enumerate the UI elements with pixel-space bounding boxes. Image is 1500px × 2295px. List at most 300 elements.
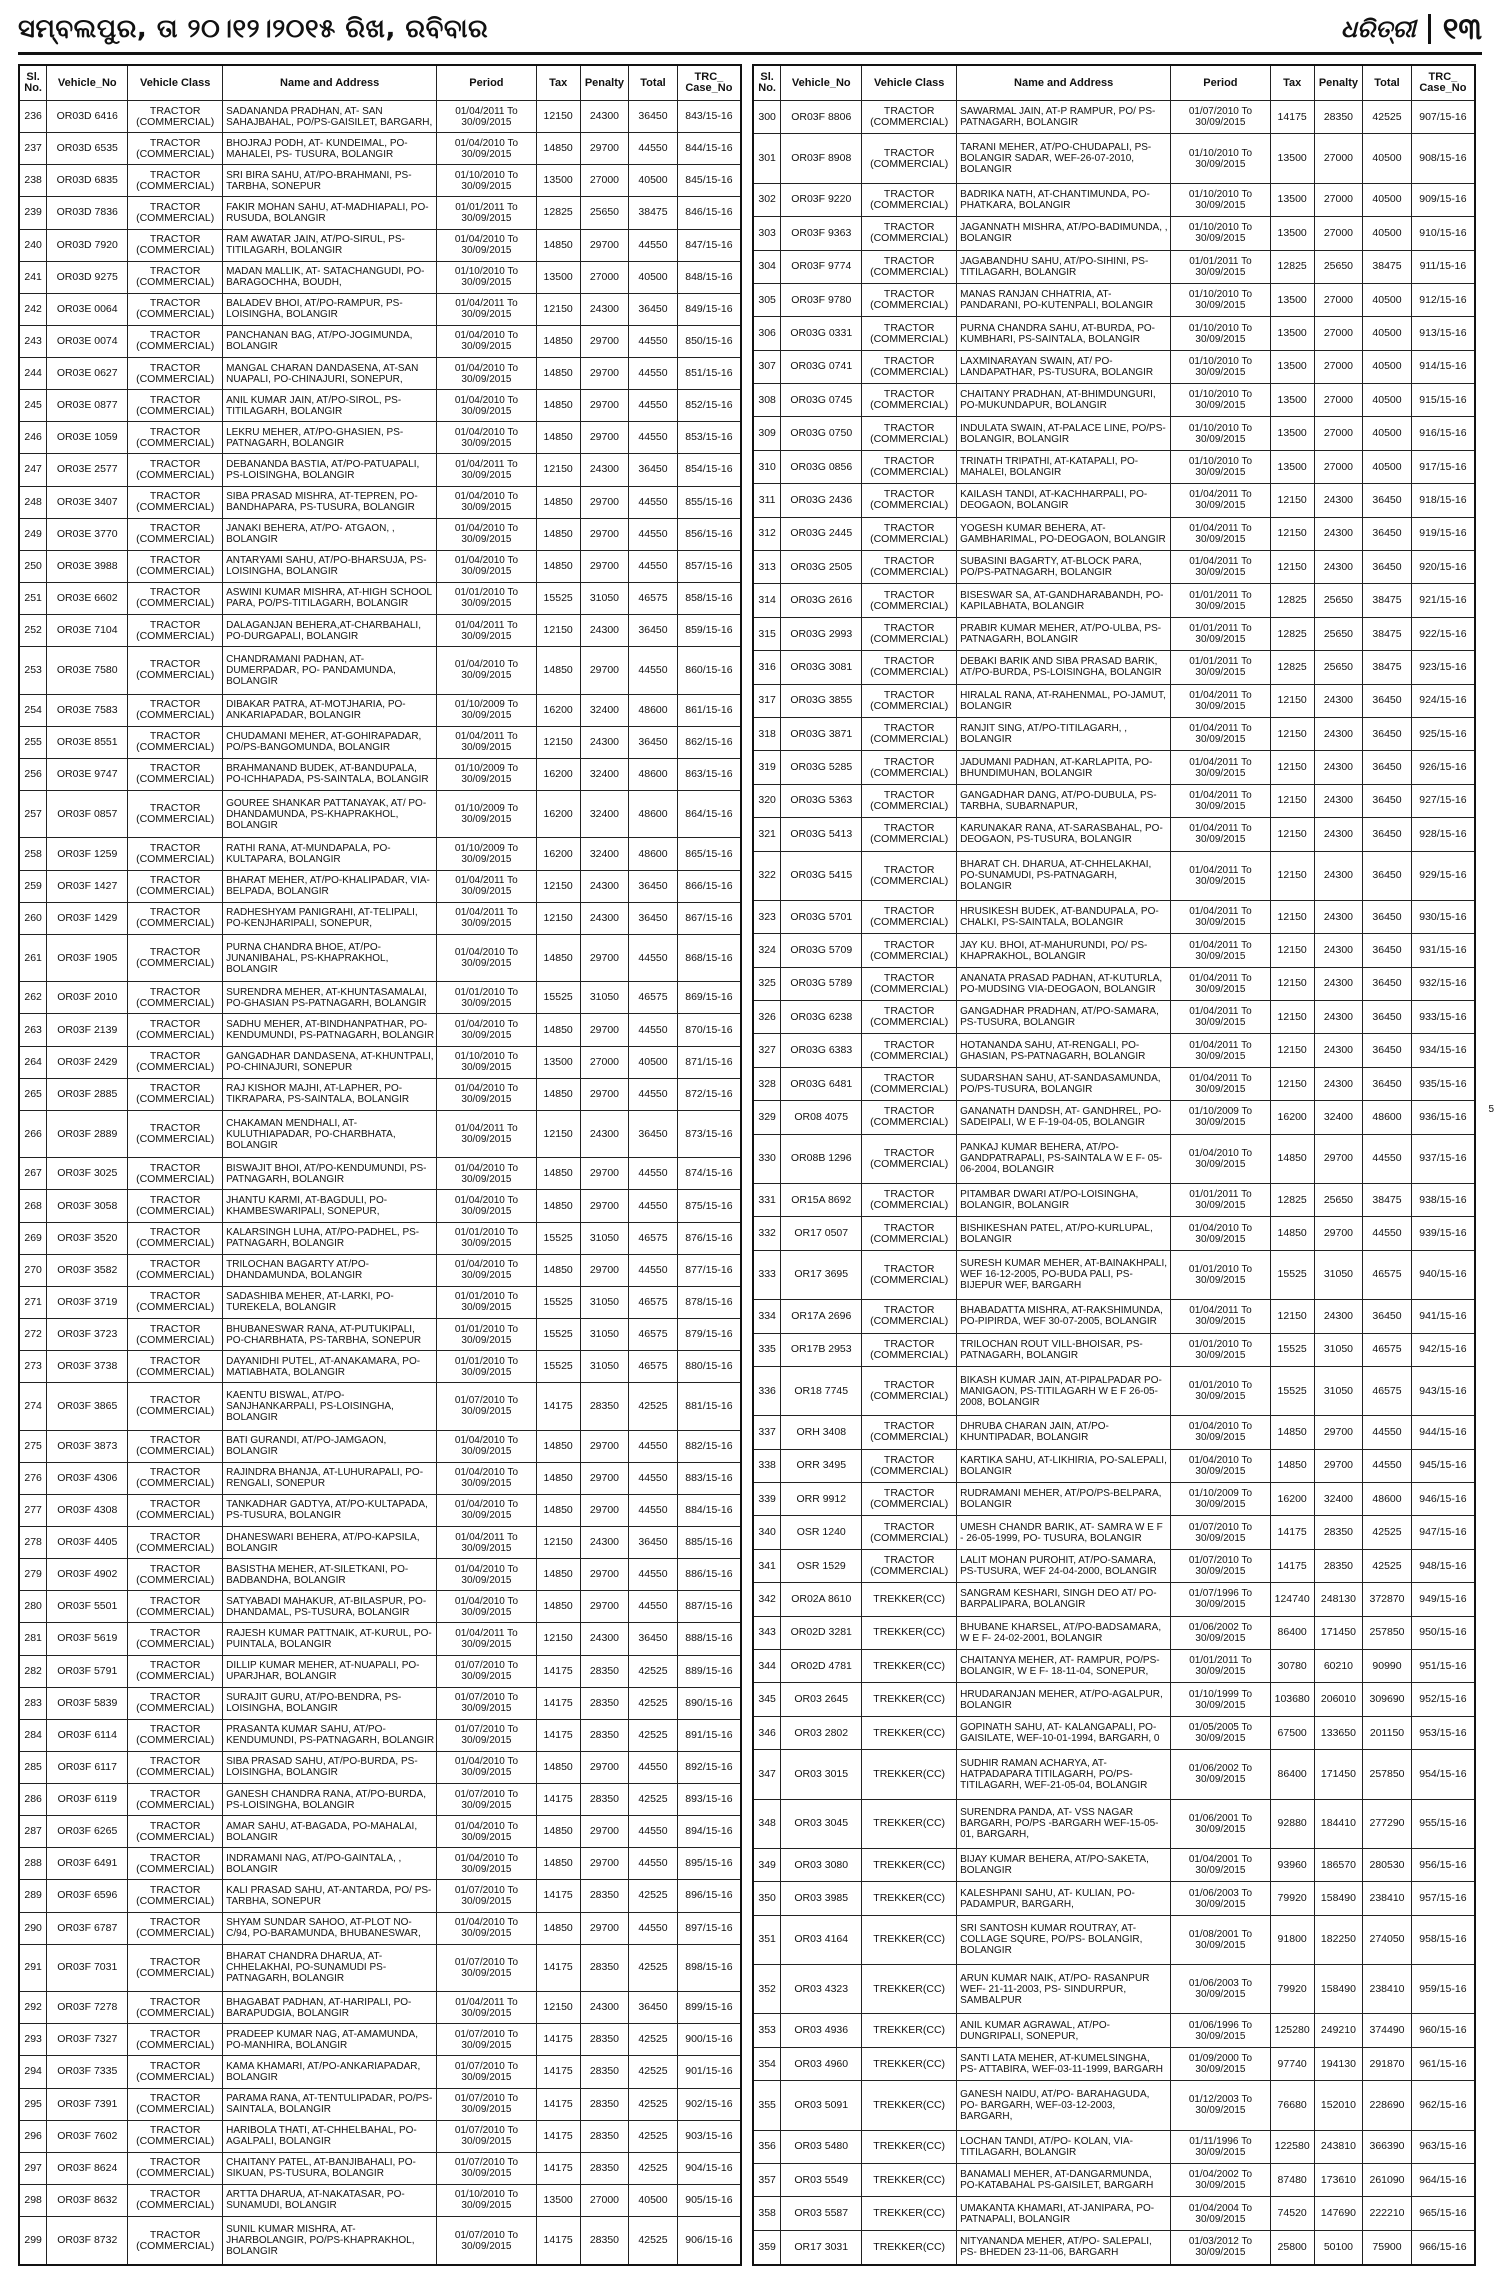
cell-sl-no: 258 [19, 838, 47, 870]
cell-tax: 79920 [1270, 1965, 1314, 2014]
table-row [753, 684, 1475, 717]
cell-total: 90990 [1363, 1650, 1412, 1683]
cell-trc-case-no: 938/15-16 [1411, 1184, 1475, 1217]
cell-tax: 12825 [1270, 617, 1314, 650]
cell-period: 01/01/2010 To 30/09/2015 [437, 1222, 537, 1254]
cell-vehicle-class: TRACTOR (COMMERCIAL) [862, 1366, 957, 1415]
cell-penalty: 29700 [580, 1494, 629, 1526]
cell-period: 01/07/2010 To 30/09/2015 [437, 2217, 537, 2265]
cell-period: 01/04/2010 To 30/09/2015 [437, 358, 537, 390]
cell-period: 01/01/2011 To 30/09/2015 [1171, 1650, 1271, 1683]
cell-tax: 16200 [536, 694, 580, 726]
cell-period: 01/01/2010 To 30/09/2015 [437, 1351, 537, 1383]
table-row [753, 2047, 1475, 2080]
table-row [19, 1046, 741, 1078]
cell-name-address: TRINATH TRIPATHI, AT-KATAPALI, PO-MAHALEI, BOLANGIR [957, 450, 1171, 483]
table-row [753, 101, 1475, 134]
cell-trc-case-no: 918/15-16 [1411, 484, 1475, 517]
cell-tax: 14850 [536, 1190, 580, 1222]
cell-vehicle-class: TRACTOR (COMMERCIAL) [128, 229, 223, 261]
cell-vehicle-class: TRACTOR (COMMERCIAL) [862, 684, 957, 717]
table-row [19, 293, 741, 325]
cell-total: 42525 [629, 2088, 678, 2120]
cell-trc-case-no: 928/15-16 [1411, 818, 1475, 851]
cell-vehicle-class: TRACTOR (COMMERCIAL) [862, 283, 957, 316]
cell-vehicle-class: TREKKER(CC) [862, 2163, 957, 2196]
cell-name-address: JHANTU KARMI, AT-BAGDULI, PO-KHAMBESWARIPALI, SONEPUR, [223, 1190, 437, 1222]
cell-trc-case-no: 966/15-16 [1411, 2230, 1475, 2265]
cell-period: 01/04/2004 To 30/09/2015 [1171, 2197, 1271, 2230]
column-header-vehicle-no: Vehicle_No [781, 65, 862, 101]
cell-sl-no: 348 [753, 1799, 781, 1848]
cell-name-address: HOTANANDA SAHU, AT-RENGALI, PO-GHASIAN, PS-PATNAGARH, BOLANGIR [957, 1034, 1171, 1067]
cell-sl-no: 309 [753, 417, 781, 450]
cell-vehicle-class: TRACTOR (COMMERCIAL) [128, 1912, 223, 1944]
table-row [19, 2088, 741, 2120]
column-header-sl-no: Sl. No. [753, 65, 781, 101]
column-header-tax: Tax [1270, 65, 1314, 101]
cell-vehicle-class: TRACTOR (COMMERCIAL) [128, 1992, 223, 2024]
table-row [753, 283, 1475, 316]
cell-vehicle-no: OR03E 2577 [47, 454, 128, 486]
cell-penalty: 29700 [580, 229, 629, 261]
cell-name-address: PANCHANAN BAG, AT/PO-JOGIMUNDA, BOLANGIR [223, 325, 437, 357]
cell-tax: 12150 [1270, 684, 1314, 717]
column-header-trc-case-no: TRC_ Case_No [1411, 65, 1475, 101]
cell-penalty: 29700 [1314, 1416, 1363, 1449]
cell-period: 01/10/2009 To 30/09/2015 [437, 838, 537, 870]
cell-name-address: PRABIR KUMAR MEHER, AT/PO-ULBA, PS-PATNAGARH, BOLANGIR [957, 617, 1171, 650]
cell-name-address: NITYANANDA MEHER, AT/PO- SALEPALI, PS- BHEDEN 23-11-06, BARGARH [957, 2230, 1171, 2265]
cell-vehicle-no: OR15A 8692 [781, 1184, 862, 1217]
cell-trc-case-no: 884/15-16 [677, 1494, 741, 1526]
table-row [19, 1655, 741, 1687]
table-row [19, 1719, 741, 1751]
cell-period: 01/10/2010 To 30/09/2015 [1171, 283, 1271, 316]
cell-period: 01/07/2010 To 30/09/2015 [437, 2088, 537, 2120]
cell-penalty: 29700 [580, 1816, 629, 1848]
table-row [19, 902, 741, 934]
cell-vehicle-no: OR03F 2139 [47, 1014, 128, 1046]
cell-trc-case-no: 908/15-16 [1411, 134, 1475, 183]
cell-trc-case-no: 946/15-16 [1411, 1483, 1475, 1516]
cell-vehicle-no: OR03G 5413 [781, 818, 862, 851]
cell-name-address: HRUDARANJAN MEHER, AT/PO-AGALPUR, BOLANGIR [957, 1683, 1171, 1716]
cell-period: 01/04/2011 To 30/09/2015 [437, 1110, 537, 1157]
cell-sl-no: 238 [19, 165, 47, 197]
cell-total: 291870 [1363, 2047, 1412, 2080]
cell-vehicle-class: TRACTOR (COMMERCIAL) [862, 551, 957, 584]
cell-sl-no: 264 [19, 1046, 47, 1078]
cell-vehicle-no: OR03F 6787 [47, 1912, 128, 1944]
table-row [753, 1449, 1475, 1482]
cell-name-address: DILLIP KUMAR MEHER, AT-NUAPALI, PO-UPARJHAR, BOLANGIR [223, 1655, 437, 1687]
cell-sl-no: 256 [19, 758, 47, 790]
cell-name-address: PANKAJ KUMAR BEHERA, AT/PO-GANDPATRAPALI, PS-SAINTALA W E F- 05-06-2004, BOLANGIR [957, 1134, 1171, 1183]
cell-sl-no: 353 [753, 2014, 781, 2047]
cell-vehicle-no: OSR 1240 [781, 1516, 862, 1549]
table-row [753, 751, 1475, 784]
cell-period: 01/04/2011 To 30/09/2015 [1171, 934, 1271, 967]
cell-penalty: 182250 [1314, 1915, 1363, 1964]
cell-total: 46575 [629, 982, 678, 1014]
cell-vehicle-no: OR17 3031 [781, 2230, 862, 2265]
cell-vehicle-class: TREKKER(CC) [862, 1683, 957, 1716]
cell-penalty: 184410 [1314, 1799, 1363, 1848]
cell-vehicle-no: OR17B 2953 [781, 1333, 862, 1366]
cell-trc-case-no: 859/15-16 [677, 615, 741, 647]
cell-tax: 13500 [1270, 450, 1314, 483]
cell-tax: 12150 [1270, 1034, 1314, 1067]
cell-trc-case-no: 890/15-16 [677, 1687, 741, 1719]
cell-penalty: 29700 [580, 390, 629, 422]
cell-vehicle-no: OR02A 8610 [781, 1583, 862, 1616]
cell-total: 48600 [629, 790, 678, 837]
cell-total: 44550 [629, 1014, 678, 1046]
cell-tax: 14850 [536, 358, 580, 390]
cell-period: 01/10/2010 To 30/09/2015 [437, 261, 537, 293]
table-row [19, 1383, 741, 1430]
cell-trc-case-no: 845/15-16 [677, 165, 741, 197]
cell-total: 44550 [1363, 1449, 1412, 1482]
cell-penalty: 32400 [580, 758, 629, 790]
cell-name-address: LEKRU MEHER, AT/PO-GHASIEN, PS-PATNAGARH, BOLANGIR [223, 422, 437, 454]
table-row [753, 1101, 1475, 1134]
cell-tax: 15525 [1270, 1333, 1314, 1366]
cell-trc-case-no: 862/15-16 [677, 726, 741, 758]
cell-period: 01/04/2010 To 30/09/2015 [437, 934, 537, 981]
cell-period: 01/04/2011 To 30/09/2015 [1171, 1300, 1271, 1333]
cell-trc-case-no: 922/15-16 [1411, 617, 1475, 650]
cell-sl-no: 288 [19, 1848, 47, 1880]
cell-vehicle-class: TRACTOR (COMMERCIAL) [128, 1383, 223, 1430]
cell-name-address: MADAN MALLIK, AT- SATACHANGUDI, PO- BARAGOCHHA, BOUDH, [223, 261, 437, 293]
cell-vehicle-class: TRACTOR (COMMERCIAL) [128, 261, 223, 293]
cell-trc-case-no: 960/15-16 [1411, 2014, 1475, 2047]
cell-penalty: 158490 [1314, 1965, 1363, 2014]
cell-trc-case-no: 889/15-16 [677, 1655, 741, 1687]
cell-period: 01/07/2010 To 30/09/2015 [1171, 1516, 1271, 1549]
cell-penalty: 25650 [1314, 584, 1363, 617]
cell-tax: 15525 [536, 1286, 580, 1318]
cell-tax: 14850 [536, 1014, 580, 1046]
cell-tax: 14850 [536, 1848, 580, 1880]
cell-total: 44550 [629, 550, 678, 582]
cell-vehicle-class: TREKKER(CC) [862, 2230, 957, 2265]
cell-trc-case-no: 885/15-16 [677, 1527, 741, 1559]
cell-penalty: 28350 [580, 1383, 629, 1430]
cell-total: 42525 [629, 2024, 678, 2056]
column-header-vehicle-class: Vehicle Class [128, 65, 223, 101]
cell-sl-no: 321 [753, 818, 781, 851]
cell-sl-no: 252 [19, 615, 47, 647]
cell-vehicle-class: TRACTOR (COMMERCIAL) [128, 1719, 223, 1751]
cell-vehicle-no: OR03F 3723 [47, 1318, 128, 1350]
cell-name-address: HIRALAL RANA, AT-RAHENMAL, PO-JAMUT, BOLANGIR [957, 684, 1171, 717]
cell-penalty: 29700 [1314, 1134, 1363, 1183]
cell-vehicle-class: TRACTOR (COMMERCIAL) [862, 900, 957, 933]
cell-tax: 91800 [1270, 1915, 1314, 1964]
cell-period: 01/07/2010 To 30/09/2015 [437, 2056, 537, 2088]
cell-penalty: 25650 [1314, 1184, 1363, 1217]
cell-penalty: 29700 [580, 1078, 629, 1110]
cell-penalty: 32400 [580, 694, 629, 726]
cell-tax: 25800 [1270, 2230, 1314, 2265]
cell-vehicle-class: TRACTOR (COMMERCIAL) [862, 350, 957, 383]
cell-tax: 16200 [1270, 1483, 1314, 1516]
cell-name-address: BIKASH KUMAR JAIN, AT-PIPALPADAR PO-MANIGAON, PS-TITILAGARH W E F 26-05-2008, BOLANGIR [957, 1366, 1171, 1415]
cell-total: 44550 [629, 1591, 678, 1623]
cell-vehicle-class: TRACTOR (COMMERCIAL) [128, 982, 223, 1014]
cell-total: 38475 [1363, 617, 1412, 650]
cell-vehicle-no: OR03D 6416 [47, 101, 128, 133]
cell-trc-case-no: 870/15-16 [677, 1014, 741, 1046]
cell-sl-no: 315 [753, 617, 781, 650]
cell-sl-no: 297 [19, 2152, 47, 2184]
cell-tax: 14850 [536, 133, 580, 165]
cell-period: 01/06/2002 To 30/09/2015 [1171, 1750, 1271, 1799]
cell-name-address: UMAKANTA KHAMARI, AT-JANIPARA, PO- PATNAPALI, BOLANGIR [957, 2197, 1171, 2230]
cell-vehicle-no: OR03 2645 [781, 1683, 862, 1716]
cell-name-address: BHOJRAJ PODH, AT- KUNDEIMAL, PO-MAHALEI, PS- TUSURA, BOLANGIR [223, 133, 437, 165]
cell-sl-no: 310 [753, 450, 781, 483]
cell-total: 44550 [629, 390, 678, 422]
cell-trc-case-no: 855/15-16 [677, 486, 741, 518]
table-row [19, 358, 741, 390]
cell-tax: 12825 [1270, 584, 1314, 617]
table-row [753, 967, 1475, 1000]
cell-tax: 12150 [1270, 718, 1314, 751]
right-table [752, 64, 1476, 2266]
cell-trc-case-no: 891/15-16 [677, 1719, 741, 1751]
cell-name-address: PITAMBAR DWARI AT/PO-LOISINGHA, BOLANGIR, BOLANGIR [957, 1184, 1171, 1217]
table-row [19, 1286, 741, 1318]
cell-vehicle-class: TRACTOR (COMMERCIAL) [862, 1449, 957, 1482]
cell-name-address: BISWAJIT BHOI, AT/PO-KENDUMUNDI, PS-PATNAGARH, BOLANGIR [223, 1158, 437, 1190]
cell-vehicle-no: OR03F 7278 [47, 1992, 128, 2024]
cell-sl-no: 246 [19, 422, 47, 454]
cell-trc-case-no: 927/15-16 [1411, 784, 1475, 817]
cell-name-address: ANIL KUMAR JAIN, AT/PO-SIROL, PS-TITILAGARH, BOLANGIR [223, 390, 437, 422]
table-row [19, 1848, 741, 1880]
cell-vehicle-no: OR03G 6481 [781, 1067, 862, 1100]
cell-penalty: 29700 [580, 1848, 629, 1880]
cell-total: 44550 [629, 1848, 678, 1880]
cell-vehicle-class: TRACTOR (COMMERCIAL) [128, 1462, 223, 1494]
cell-trc-case-no: 854/15-16 [677, 454, 741, 486]
cell-sl-no: 271 [19, 1286, 47, 1318]
cell-trc-case-no: 879/15-16 [677, 1318, 741, 1350]
cell-vehicle-class: TREKKER(CC) [862, 2130, 957, 2163]
cell-total: 46575 [629, 1351, 678, 1383]
cell-tax: 14175 [536, 1880, 580, 1912]
cell-penalty: 29700 [580, 518, 629, 550]
cell-vehicle-no: OR03F 6117 [47, 1751, 128, 1783]
cell-total: 44550 [629, 486, 678, 518]
cell-name-address: KARUNAKAR RANA, AT-SARASBAHAL, PO-DEOGAON, PS-TUSURA, BOLANGIR [957, 818, 1171, 851]
cell-trc-case-no: 896/15-16 [677, 1880, 741, 1912]
cell-name-address: INDRAMANI NAG, AT/PO-GAINTALA, , BOLANGIR [223, 1848, 437, 1880]
cell-vehicle-no: OR03F 2010 [47, 982, 128, 1014]
cell-name-address: SUNIL KUMAR MISHRA, AT-JHARBOLANGIR, PO/PS-KHAPRAKHOL, BOLANGIR [223, 2217, 437, 2265]
cell-name-address: BHABADATTA MISHRA, AT-RAKSHIMUNDA, PO-PIPIRDA, WEF 30-07-2005, BOLANGIR [957, 1300, 1171, 1333]
cell-name-address: GANGADHAR PRADHAN, AT/PO-SAMARA, PS-TUSURA, BOLANGIR [957, 1001, 1171, 1034]
cell-vehicle-no: OR03F 3738 [47, 1351, 128, 1383]
cell-period: 01/01/2011 To 30/09/2015 [437, 197, 537, 229]
cell-vehicle-no: OR03F 9363 [781, 217, 862, 250]
cell-penalty: 29700 [580, 1014, 629, 1046]
cell-total: 42525 [629, 2152, 678, 2184]
cell-period: 01/10/2010 To 30/09/2015 [1171, 384, 1271, 417]
cell-penalty: 24300 [580, 1110, 629, 1157]
cell-vehicle-class: TRACTOR (COMMERCIAL) [128, 165, 223, 197]
cell-total: 36450 [1363, 784, 1412, 817]
cell-sl-no: 242 [19, 293, 47, 325]
table-row [753, 1716, 1475, 1749]
cell-period: 01/04/2010 To 30/09/2015 [437, 1848, 537, 1880]
cell-total: 75900 [1363, 2230, 1412, 2265]
cell-penalty: 24300 [580, 902, 629, 934]
cell-trc-case-no: 881/15-16 [677, 1383, 741, 1430]
cell-tax: 30780 [1270, 1650, 1314, 1683]
cell-period: 01/06/2001 To 30/09/2015 [1171, 1799, 1271, 1848]
cell-sl-no: 293 [19, 2024, 47, 2056]
cell-vehicle-no: OR03F 8632 [47, 2184, 128, 2216]
cell-penalty: 24300 [1314, 751, 1363, 784]
cell-period: 01/04/2011 To 30/09/2015 [437, 1992, 537, 2024]
cell-sl-no: 279 [19, 1559, 47, 1591]
cell-total: 36450 [1363, 851, 1412, 900]
cell-trc-case-no: 887/15-16 [677, 1591, 741, 1623]
cell-vehicle-no: OR03E 7583 [47, 694, 128, 726]
cell-total: 44550 [629, 1912, 678, 1944]
cell-trc-case-no: 911/15-16 [1411, 250, 1475, 283]
cell-total: 36450 [1363, 484, 1412, 517]
cell-name-address: TANKADHAR GADTYA, AT/PO-KULTAPADA, PS-TUSURA, BOLANGIR [223, 1494, 437, 1526]
cell-vehicle-class: TRACTOR (COMMERCIAL) [128, 1158, 223, 1190]
cell-vehicle-no: OR03F 5791 [47, 1655, 128, 1687]
cell-tax: 93960 [1270, 1848, 1314, 1881]
cell-total: 46575 [629, 1222, 678, 1254]
cell-vehicle-no: OR03 5091 [781, 2081, 862, 2130]
cell-penalty: 28350 [580, 2120, 629, 2152]
cell-vehicle-no: OR03G 5709 [781, 934, 862, 967]
cell-vehicle-no: OR03F 4306 [47, 1462, 128, 1494]
cell-name-address: ANANATA PRASAD PADHAN, AT-KUTURLA, PO-MUDSING VIA-DEOGAON, BOLANGIR [957, 967, 1171, 1000]
cell-trc-case-no: 892/15-16 [677, 1751, 741, 1783]
cell-vehicle-no: ORR 9912 [781, 1483, 862, 1516]
cell-tax: 14850 [536, 1816, 580, 1848]
cell-vehicle-class: TRACTOR (COMMERCIAL) [128, 454, 223, 486]
cell-vehicle-class: TRACTOR (COMMERCIAL) [862, 617, 957, 650]
cell-vehicle-no: OR03 4936 [781, 2014, 862, 2047]
table-row [19, 1527, 741, 1559]
cell-total: 44550 [629, 1559, 678, 1591]
cell-trc-case-no: 919/15-16 [1411, 517, 1475, 550]
cell-tax: 14850 [536, 390, 580, 422]
cell-trc-case-no: 902/15-16 [677, 2088, 741, 2120]
table-row [19, 1623, 741, 1655]
cell-sl-no: 356 [753, 2130, 781, 2163]
cell-penalty: 28350 [580, 1944, 629, 1991]
cell-name-address: JAGABANDHU SAHU, AT/PO-SIHINI, PS-TITILAGARH, BOLANGIR [957, 250, 1171, 283]
table-row [753, 1616, 1475, 1649]
table-row [753, 2130, 1475, 2163]
cell-total: 48600 [1363, 1483, 1412, 1516]
cell-sl-no: 350 [753, 1882, 781, 1915]
cell-tax: 74520 [1270, 2197, 1314, 2230]
cell-total: 40500 [1363, 350, 1412, 383]
cell-penalty: 29700 [580, 1254, 629, 1286]
cell-name-address: BALADEV BHOI, AT/PO-RAMPUR, PS-LOISINGHA, BOLANGIR [223, 293, 437, 325]
cell-vehicle-no: OR03F 8908 [781, 134, 862, 183]
cell-tax: 12825 [536, 197, 580, 229]
table-row [19, 1462, 741, 1494]
cell-penalty: 28350 [580, 2024, 629, 2056]
cell-sl-no: 311 [753, 484, 781, 517]
cell-vehicle-no: OR03F 3582 [47, 1254, 128, 1286]
cell-tax: 13500 [1270, 417, 1314, 450]
cell-trc-case-no: 906/15-16 [677, 2217, 741, 2265]
cell-trc-case-no: 917/15-16 [1411, 450, 1475, 483]
cell-penalty: 206010 [1314, 1683, 1363, 1716]
cell-tax: 14175 [1270, 1549, 1314, 1582]
cell-name-address: RAJESH KUMAR PATTNAIK, AT-KURUL, PO-PUINTALA, BOLANGIR [223, 1623, 437, 1655]
cell-period: 01/04/2011 To 30/09/2015 [437, 726, 537, 758]
cell-total: 44550 [629, 1494, 678, 1526]
cell-trc-case-no: 867/15-16 [677, 902, 741, 934]
cell-tax: 12150 [536, 615, 580, 647]
cell-sl-no: 250 [19, 550, 47, 582]
cell-total: 280530 [1363, 1848, 1412, 1881]
cell-trc-case-no: 942/15-16 [1411, 1333, 1475, 1366]
cell-penalty: 24300 [1314, 517, 1363, 550]
cell-vehicle-no: OR03F 9780 [781, 283, 862, 316]
cell-name-address: RUDRAMANI MEHER, AT/PO/PS-BELPARA, BOLANGIR [957, 1483, 1171, 1516]
cell-vehicle-no: OR03G 6383 [781, 1034, 862, 1067]
cell-vehicle-class: TREKKER(CC) [862, 1799, 957, 1848]
cell-vehicle-class: TRACTOR (COMMERCIAL) [128, 694, 223, 726]
cell-name-address: KALESHPANI SAHU, AT- KULIAN, PO-PADAMPUR, BARGARH, [957, 1882, 1171, 1915]
cell-name-address: TRILOCHAN BAGARTY AT/PO-DHANDAMUNDA, BOLANGIR [223, 1254, 437, 1286]
cell-tax: 14175 [1270, 1516, 1314, 1549]
cell-penalty: 24300 [580, 101, 629, 133]
cell-total: 36450 [1363, 1067, 1412, 1100]
cell-trc-case-no: 952/15-16 [1411, 1683, 1475, 1716]
cell-tax: 14850 [536, 422, 580, 454]
cell-vehicle-no: OR03G 2993 [781, 617, 862, 650]
cell-trc-case-no: 861/15-16 [677, 694, 741, 726]
cell-name-address: DALAGANJAN BEHERA,AT-CHARBAHALI, PO-DURGAPALI, BOLANGIR [223, 615, 437, 647]
cell-trc-case-no: 865/15-16 [677, 838, 741, 870]
cell-penalty: 29700 [580, 1591, 629, 1623]
cell-trc-case-no: 883/15-16 [677, 1462, 741, 1494]
cell-tax: 12150 [1270, 751, 1314, 784]
cell-trc-case-no: 844/15-16 [677, 133, 741, 165]
cell-trc-case-no: 851/15-16 [677, 358, 741, 390]
cell-vehicle-class: TRACTOR (COMMERCIAL) [862, 1300, 957, 1333]
cell-total: 277290 [1363, 1799, 1412, 1848]
cell-vehicle-class: TREKKER(CC) [862, 2047, 957, 2080]
cell-tax: 14175 [536, 2152, 580, 2184]
cell-total: 36450 [1363, 718, 1412, 751]
cell-penalty: 31050 [1314, 1333, 1363, 1366]
cell-name-address: DAYANIDHI PUTEL, AT-ANAKAMARA, PO-MATIABHATA, BOLANGIR [223, 1351, 437, 1383]
cell-trc-case-no: 914/15-16 [1411, 350, 1475, 383]
table-row [19, 790, 741, 837]
cell-trc-case-no: 935/15-16 [1411, 1067, 1475, 1100]
cell-total: 228690 [1363, 2081, 1412, 2130]
